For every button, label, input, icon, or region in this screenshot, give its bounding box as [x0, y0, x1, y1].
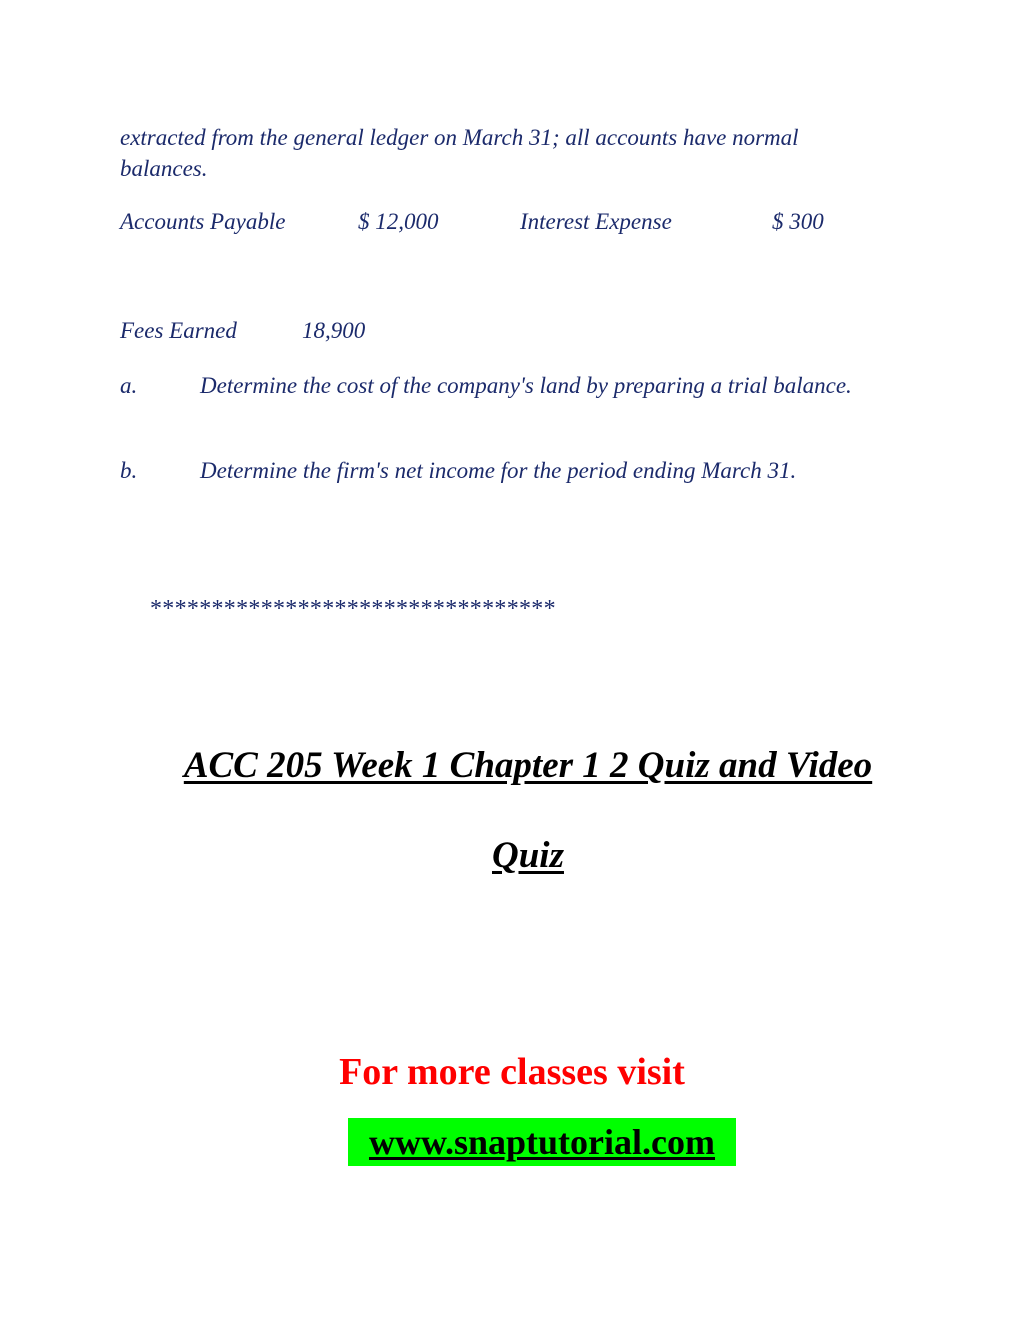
task-b-text: Determine the firm's net income for the period ending March 31.: [200, 458, 797, 483]
separator-stars: *********************************: [150, 596, 556, 622]
page-title-line-1: ACC 205 Week 1 Chapter 1 2 Quiz and Video: [183, 745, 873, 786]
accounts-payable-value: $ 12,000: [358, 209, 439, 234]
snaptutorial-link[interactable]: www.snaptutorial.com: [368, 1122, 715, 1162]
intro-paragraph: extracted from the general ledger on March 31; all accounts have normal balances.: [120, 125, 799, 181]
task-b: [120, 455, 910, 486]
fees-earned-label: Fees Earned: [120, 318, 237, 343]
task-a-letter: a.: [120, 373, 138, 398]
interest-expense-label: Interest Expense: [520, 209, 672, 234]
page-title-line-2: Quiz: [492, 835, 564, 876]
visit-heading: For more classes visit: [339, 1051, 685, 1093]
link-highlight: [348, 1118, 736, 1166]
fees-earned-value: 18,900: [302, 318, 366, 343]
task-a: [120, 370, 910, 401]
task-a-text: Determine the cost of the company's land by preparing a trial balance.: [200, 373, 852, 398]
accounts-payable-label: Accounts Payable: [120, 209, 286, 234]
interest-expense-value: $ 300: [772, 209, 824, 234]
task-b-letter: b.: [120, 458, 138, 483]
